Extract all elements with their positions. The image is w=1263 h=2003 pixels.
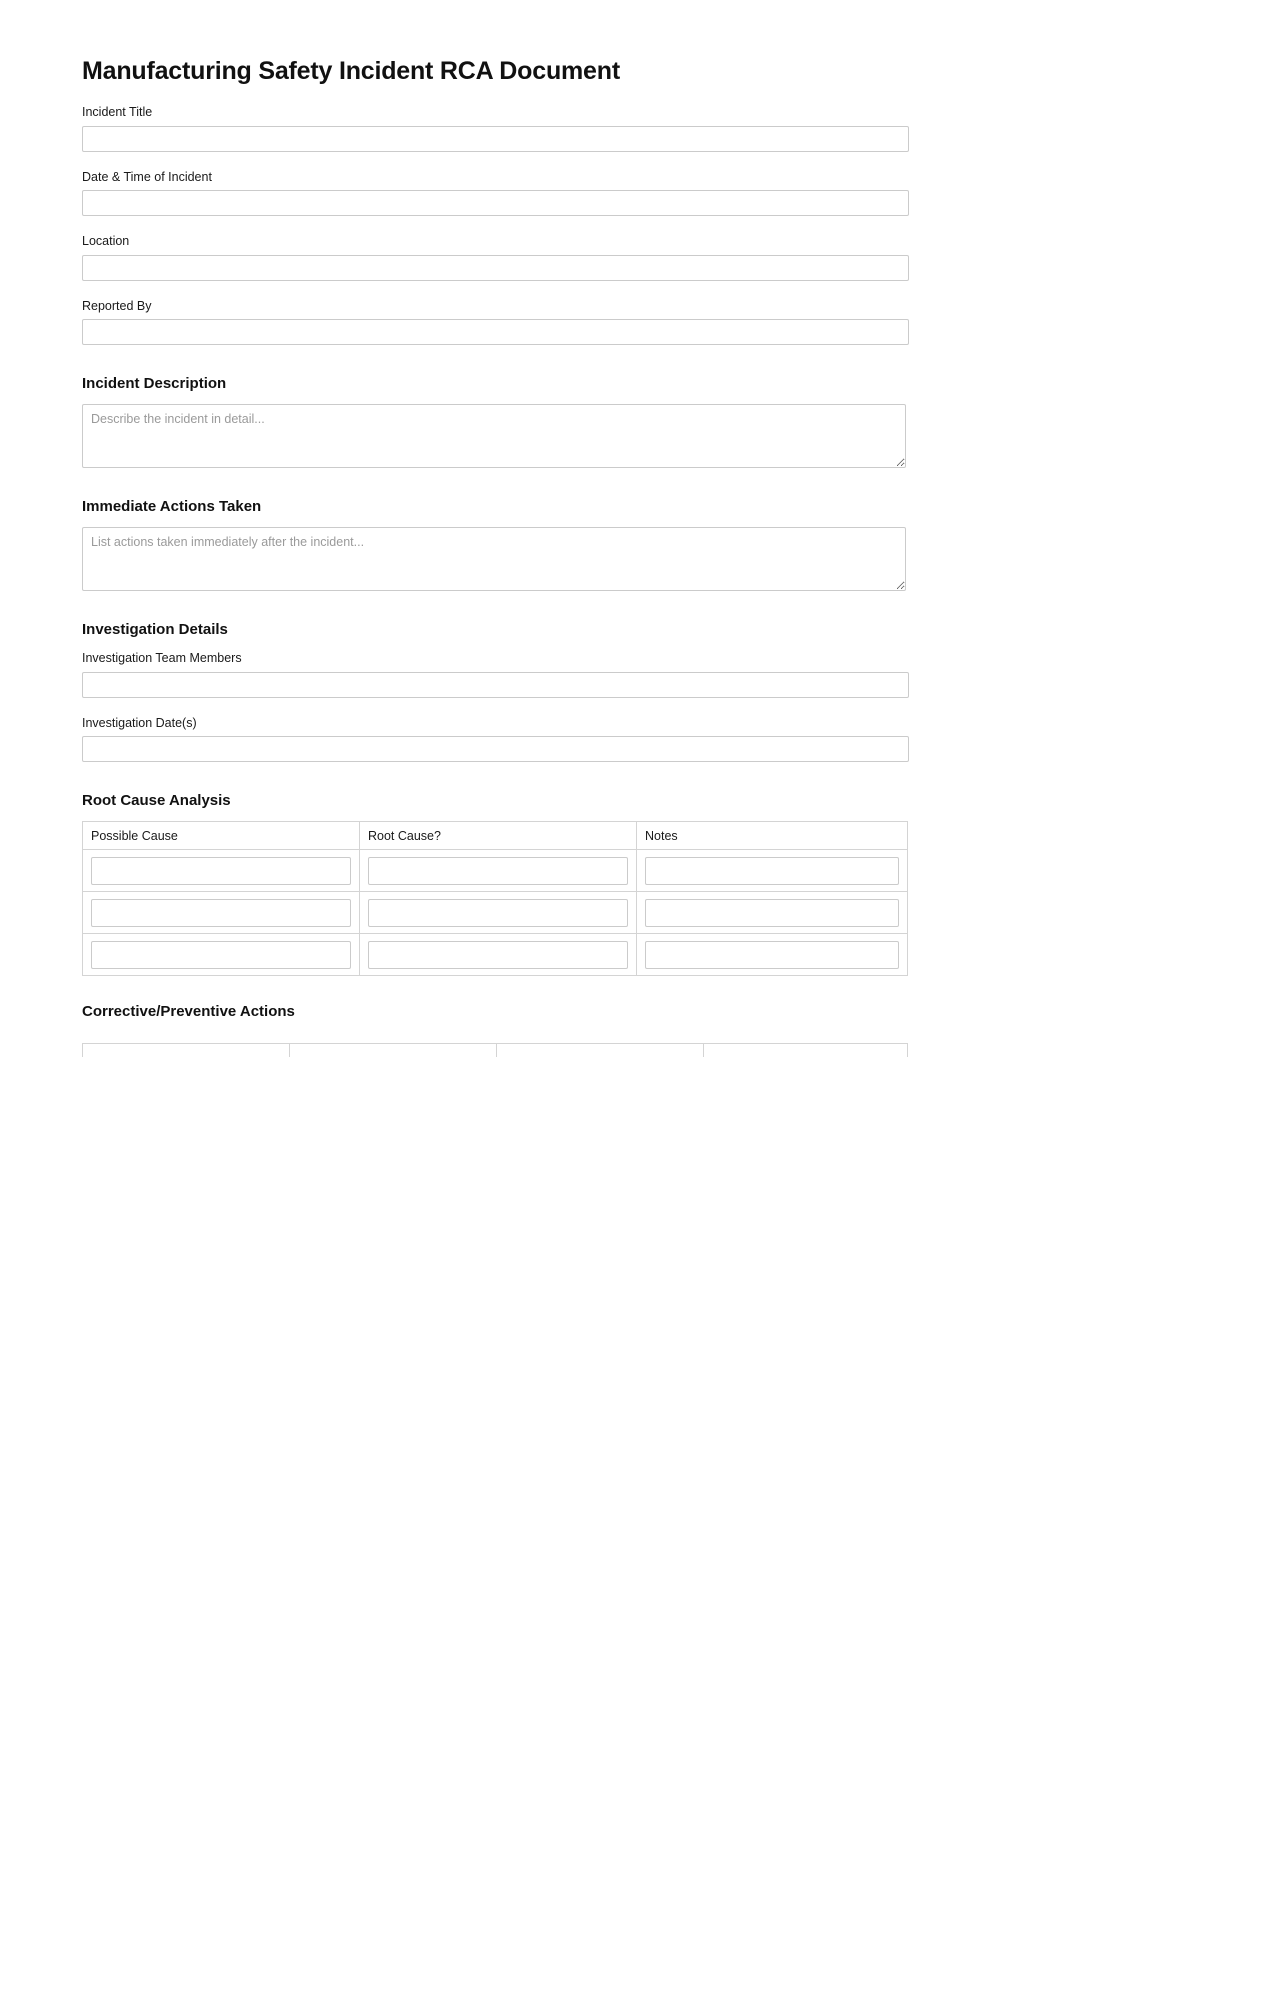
field-investigation-dates: [82, 715, 909, 763]
section-heading-incident-description: Incident Description: [82, 375, 227, 393]
document-body: [82, 0, 909, 1057]
table-row: [83, 892, 908, 934]
column-header-notes: Notes: [637, 822, 908, 850]
immediate-actions-textarea[interactable]: [82, 527, 906, 591]
rca-root-cause-input-3[interactable]: [368, 941, 628, 969]
reported-by-input[interactable]: [82, 319, 909, 345]
corrective-actions-table: [82, 1043, 908, 1057]
field-label-location: Location: [82, 234, 130, 249]
root-cause-analysis-table: [82, 821, 908, 976]
table-row: [83, 850, 908, 892]
table-row: [83, 934, 908, 976]
investigation-dates-input[interactable]: [82, 736, 909, 762]
field-label-date-time-of-incident: Date & Time of Incident: [82, 169, 212, 184]
table-cell-notes: [637, 892, 908, 934]
table-cell-possible-cause: [83, 934, 360, 976]
table-header-row: [83, 1044, 908, 1058]
column-header-responsible: [290, 1044, 497, 1058]
field-label-investigation-team-members: Investigation Team Members: [82, 651, 242, 666]
field-date-time-of-incident: [82, 169, 909, 217]
date-time-of-incident-input[interactable]: [82, 190, 909, 216]
field-label-reported-by: Reported By: [82, 298, 152, 313]
section-heading-investigation-details: Investigation Details: [82, 621, 228, 639]
field-reported-by: [82, 298, 909, 346]
section-heading-root-cause-analysis: Root Cause Analysis: [82, 792, 231, 810]
rca-notes-input-1[interactable]: [645, 857, 899, 885]
table-cell-notes: [637, 934, 908, 976]
table-cell-possible-cause: [83, 850, 360, 892]
column-header-possible-cause: Possible Cause: [83, 822, 360, 850]
investigation-team-members-input[interactable]: [82, 672, 909, 698]
rca-root-cause-input-1[interactable]: [368, 857, 628, 885]
column-header-due-date: [497, 1044, 704, 1058]
section-heading-immediate-actions-taken: Immediate Actions Taken: [82, 498, 262, 516]
table-cell-notes: [637, 850, 908, 892]
corrective-actions-table-clip: [82, 1043, 909, 1057]
field-investigation-team-members: [82, 650, 909, 698]
page-title: Manufacturing Safety Incident RCA Document: [82, 57, 620, 85]
rca-possible-cause-input-2[interactable]: [91, 899, 351, 927]
table-cell-root-cause: [360, 850, 637, 892]
rca-root-cause-input-2[interactable]: [368, 899, 628, 927]
location-input[interactable]: [82, 255, 909, 281]
column-header-status: [704, 1044, 908, 1058]
incident-title-input[interactable]: [82, 126, 909, 152]
rca-notes-input-3[interactable]: [645, 941, 899, 969]
rca-possible-cause-input-1[interactable]: [91, 857, 351, 885]
field-location: [82, 233, 909, 281]
field-label-investigation-dates: Investigation Date(s): [82, 715, 197, 730]
field-incident-title: [82, 104, 909, 152]
field-label-incident-title: Incident Title: [82, 105, 153, 120]
column-header-root-cause: Root Cause?: [360, 822, 637, 850]
incident-description-textarea[interactable]: [82, 404, 906, 468]
table-header-row: [83, 822, 908, 850]
table-cell-possible-cause: [83, 892, 360, 934]
column-header-action: [83, 1044, 290, 1058]
section-heading-corrective-preventive-actions: Corrective/Preventive Actions: [82, 1003, 295, 1021]
rca-possible-cause-input-3[interactable]: [91, 941, 351, 969]
rca-notes-input-2[interactable]: [645, 899, 899, 927]
table-cell-root-cause: [360, 892, 637, 934]
table-cell-root-cause: [360, 934, 637, 976]
